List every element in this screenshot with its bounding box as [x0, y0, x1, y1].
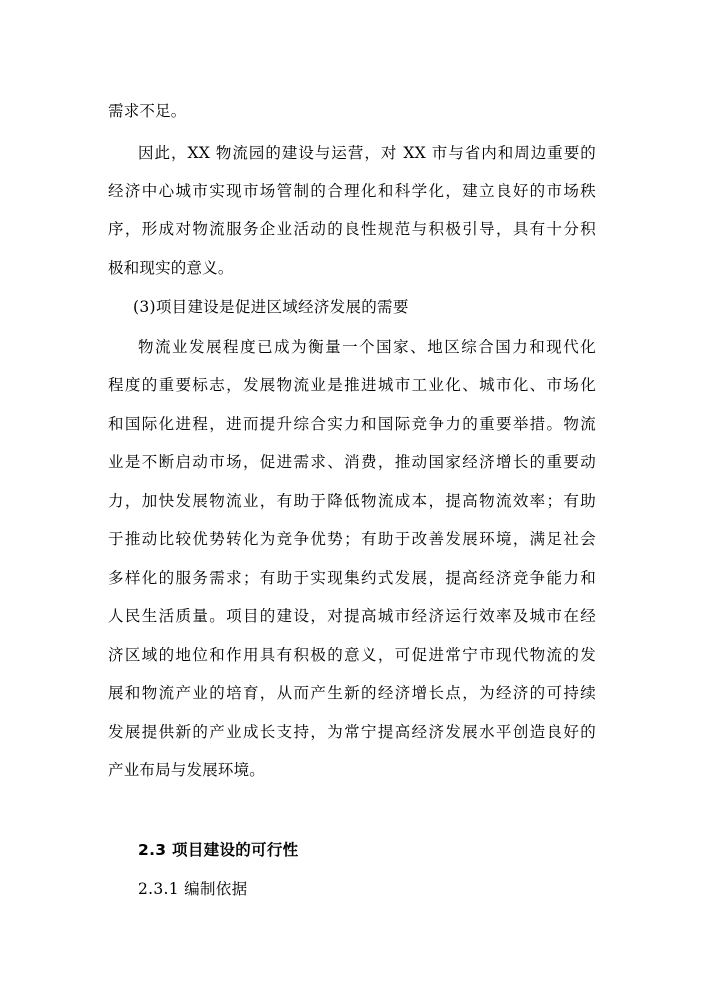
paragraph-line: 物流业发展程度已成为衡量一个国家、地区综合国力和现代化 — [138, 338, 596, 356]
subheading: (3)项目建设是促进区域经济发展的需要 — [133, 298, 409, 316]
subsection-heading: 2.3.1 编制依据 — [138, 880, 248, 898]
paragraph-line: 程度的重要标志，发展物流业是推进城市工业化、城市化、市场化 — [108, 376, 596, 394]
paragraph-line: 需求不足。 — [108, 102, 187, 120]
paragraph-line: 序，形成对物流服务企业活动的良性规范与积极引导，具有十分积 — [108, 220, 596, 238]
paragraph-line: 业是不断启动市场，促进需求、消费，推动国家经济增长的重要动 — [108, 453, 596, 471]
paragraph-line: 人民生活质量。项目的建设，对提高城市经济运行效率及城市在经 — [108, 607, 596, 625]
paragraph-line: 产业布局与发展环境。 — [108, 761, 266, 779]
paragraph-line: 发展提供新的产业成长支持，为常宁提高经济发展水平创造良好的 — [108, 723, 596, 741]
paragraph-line: 多样化的服务需求；有助于实现集约式发展，提高经济竞争能力和 — [108, 569, 596, 587]
paragraph-line: 济区域的地位和作用具有积极的意义，可促进常宁市现代物流的发 — [108, 646, 596, 664]
section-heading: 2.3 项目建设的可行性 — [138, 841, 299, 859]
paragraph-line: 极和现实的意义。 — [108, 259, 234, 277]
paragraph-line: 和国际化进程，进而提升综合实力和国际竞争力的重要举措。物流 — [108, 415, 596, 433]
paragraph-line: 展和物流产业的培育，从而产生新的经济增长点，为经济的可持续 — [108, 684, 596, 702]
paragraph-line: 于推动比较优势转化为竞争优势；有助于改善发展环境，满足社会 — [108, 530, 596, 548]
paragraph-line: 力，加快发展物流业，有助于降低物流成本，提高物流效率；有助 — [108, 492, 596, 510]
paragraph-line: 经济中心城市实现市场管制的合理化和科学化，建立良好的市场秩 — [108, 182, 596, 200]
paragraph-line: 因此，XX 物流园的建设与运营，对 XX 市与省内和周边重要的 — [138, 144, 596, 162]
